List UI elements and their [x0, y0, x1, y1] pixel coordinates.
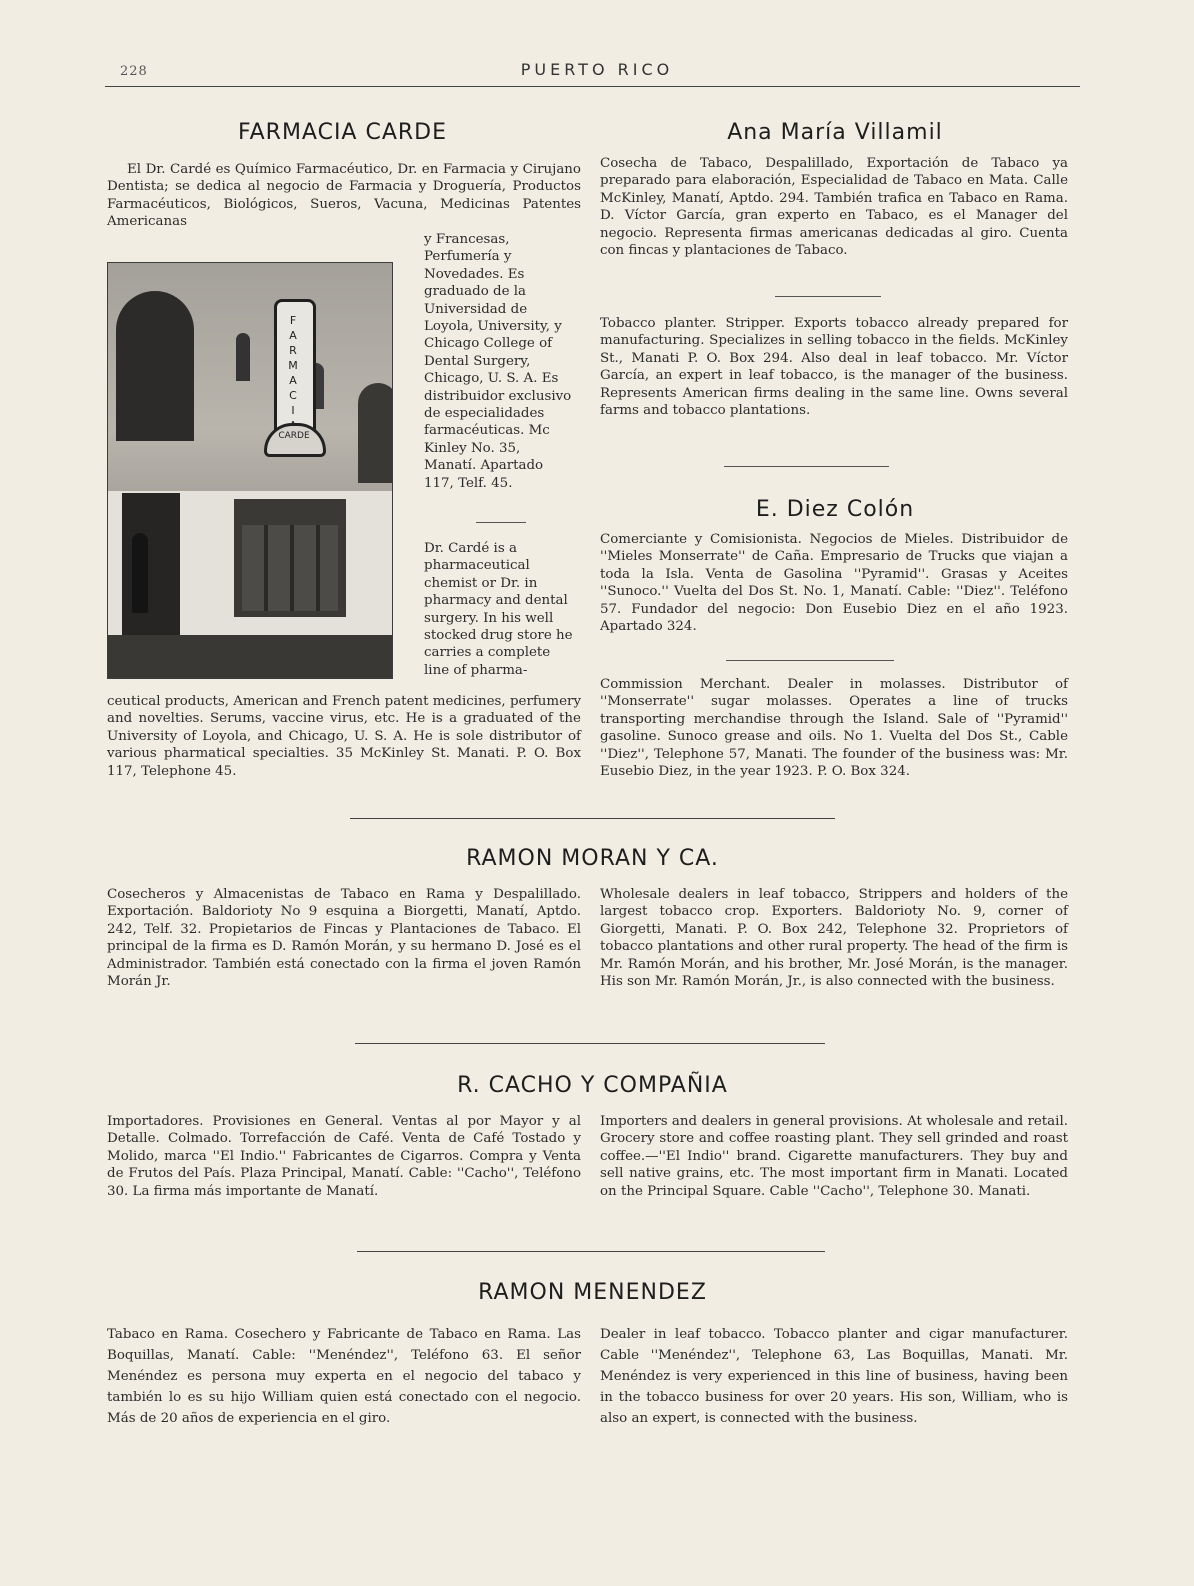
moran-es: Cosecheros y Almacenistas de Tabaco en Rama y Despalillado. Exportación. Baldorioty No 9 esquina a Biorgetti, Manatí, Aptdo. 242, Telf. 32. Propietarios de Fincas y Plantaciones de Tabaco. El principal de la firma es D. Ramón Morán, y su hermano D. José es el Administrador. También está conectado con la firma el joven Ramón Morán Jr. — [107, 887, 581, 990]
cacho-title: R. CACHO Y COMPAÑIA — [457, 1073, 728, 1098]
diez-es: Comerciante y Comisionista. Negocios de Mieles. Distribuidor de ''Mieles Monserrate'' de Caña. Empresario de Trucks que viajan a toda la Isla. Venta de Gasolina ''Pyramid''. Grasas y Aceites ''Sunoco.'' Vuelta del Dos St. No. 1, Manatí. Cable: ''Diez''. Teléfono 57. Fundador del negocio: Don Eusebio Diez en el año 1923. Apartado 324. — [600, 532, 1068, 635]
photo-sign-name: CARDE — [278, 431, 310, 441]
moran-title: RAMON MORAN Y CA. — [466, 846, 719, 871]
photo-shop-glass — [242, 525, 338, 611]
section-rule — [357, 1251, 825, 1252]
diez-title: E. Diez Colón — [755, 497, 915, 522]
cacho-es: Importadores. Provisiones en General. Ventas al por Mayor y al Detalle. Colmado. Torrefacción de Café. Venta de Café Tostado y Molido, marca ''El Indio.'' Fabricantes de Cigarros. Compra y Venta de Frutos del País. Plaza Principal, Manatí. Cable: ''Cacho'', Teléfono 30. La firma más importante de Manatí. — [107, 1114, 581, 1199]
section-divider — [724, 466, 889, 467]
farmacia-en-side: Dr. Cardé is a pharmaceutical chemist or Dr. in pharmacy and dental surgery. In his well stocked drug store he carries a complete line of pharma- — [424, 541, 573, 678]
villamil-es: Cosecha de Tabaco, Despalillado, Exportación de Tabaco ya preparado para elaboración, Especialidad de Tabaco en Mata. Calle McKinley, Manatí, Aptdo. 294. También trafica en Tabaco en Rama. D. Víctor García, gran experto en Tabaco, es el Manager del negocio. Representa firmas americanas dedicadas al giro. Cuenta con fincas y plantaciones de Tabaco. — [600, 156, 1068, 259]
photo-door — [122, 493, 180, 643]
farmacia-es-top: El Dr. Cardé es Químico Farmacéutico, Dr. en Farmacia y Cirujano Dentista; se dedica al negocio de Farmacia y Droguería, Productos Farmacéuticos, Biológicos, Sueros, Vacuna, Medicinas Patentes Americanas — [107, 162, 581, 230]
running-title: PUERTO RICO — [520, 60, 674, 79]
villamil-title: Ana María Villamil — [727, 120, 943, 145]
farmacia-divider — [476, 522, 526, 523]
farmacia-en-bottom: ceutical products, American and French patent medicines, perfumery and novelties. Serums, vaccine virus, etc. He is a graduated of the University of Loyola, and Chicago, U. S. A. He is sole distributor of various pharmatical specialties. 35 McKinley St. Manati. P. O. Box 117, Telephone 45. — [107, 694, 582, 779]
farmacia-title: FARMACIA CARDE — [237, 120, 448, 145]
page-number: 228 — [120, 64, 148, 79]
photo-window — [236, 333, 250, 381]
menendez-title: RAMON MENENDEZ — [478, 1280, 707, 1305]
diez-divider — [726, 660, 894, 661]
section-rule — [350, 818, 835, 819]
menendez-en: Dealer in leaf tobacco. Tobacco planter and cigar manufacturer. Cable ''Menéndez'', Telephone 63, Las Boquillas, Manati. Mr. Menéndez is very experienced in this line of business, having been in the tobacco business for over 20 years. His son, William, who is also an expert, is connected with the business. — [600, 1327, 1068, 1426]
photo-street — [108, 635, 392, 679]
menendez-es: Tabaco en Rama. Cosechero y Fabricante de Tabaco en Rama. Las Boquillas, Manatí. Cable: ''Menéndez'', Teléfono 63. El señor Menéndez es persona muy experta en el negocio del tabaco y también lo es su hijo William quien está conectado con el negocio. Más de 20 años de experiencia en el giro. — [107, 1327, 581, 1426]
diez-en: Commission Merchant. Dealer in molasses. Distributor of ''Monserrate'' sugar molasses. Operates a line of trucks transporting merchandise through the Island. Sale of ''Pyramid'' gasoline. Sunoco grease and oils. No 1. Vuelta del Dos St., Cable ''Diez'', Telephone 57, Manati. The founder of the business was: Mr. Eusebio Diez, in the year 1923. P. O. Box 324. — [600, 677, 1068, 780]
photo-person — [132, 533, 148, 613]
cacho-en: Importers and dealers in general provisions. At wholesale and retail. Grocery store and coffee roasting plant. They sell grinded and roast coffee.—''El Indio'' brand. Cigarette manufacturers. They buy and sell native grains, etc. The most important firm in Manati. Located on the Principal Square. Cable ''Cacho'', Telephone 30. Manati. — [600, 1114, 1068, 1199]
photo-sign-letters: F A R M A C I — [288, 314, 298, 417]
villamil-en: Tobacco planter. Stripper. Exports tobacco already prepared for manufacturing. Specializes in selling tobacco in the fields. McKinley St., Manati P. O. Box 294. Also deal in leaf tobacco. Mr. Víctor García, an expert in leaf tobacco, is the manager of the business. Represents American firms dealing in the same line. Owns several farms and tobacco plantations. — [600, 316, 1068, 419]
section-rule — [355, 1043, 825, 1044]
photo-arch — [116, 291, 194, 441]
header-rule — [105, 86, 1080, 87]
villamil-divider — [775, 296, 881, 297]
pharmacy-photo — [107, 262, 393, 679]
photo-arch-right — [358, 383, 393, 483]
farmacia-es-side: y Francesas, Perfumería y Novedades. Es graduado de la Universidad de Loyola, University, y Chicago College of Dental Surgery, Chicago, U. S. A. Es distribuidor exclusivo de especialidades farmacéuticas. Mc Kinley No. 35, Manatí. Apartado 117, Telf. 45. — [424, 232, 572, 491]
moran-en: Wholesale dealers in leaf tobacco, Strippers and holders of the largest tobacco crop. Exporters. Baldorioty No. 9, corner of Giorgetti, Manati. P. O. Box 242, Telephone 32. Proprietors of tobacco plantations and other rural property. The head of the firm is Mr. Ramón Morán, and his brother, Mr. José Morán, is the manager. His son Mr. Ramón Morán, Jr., is also connected with the business. — [600, 887, 1068, 990]
